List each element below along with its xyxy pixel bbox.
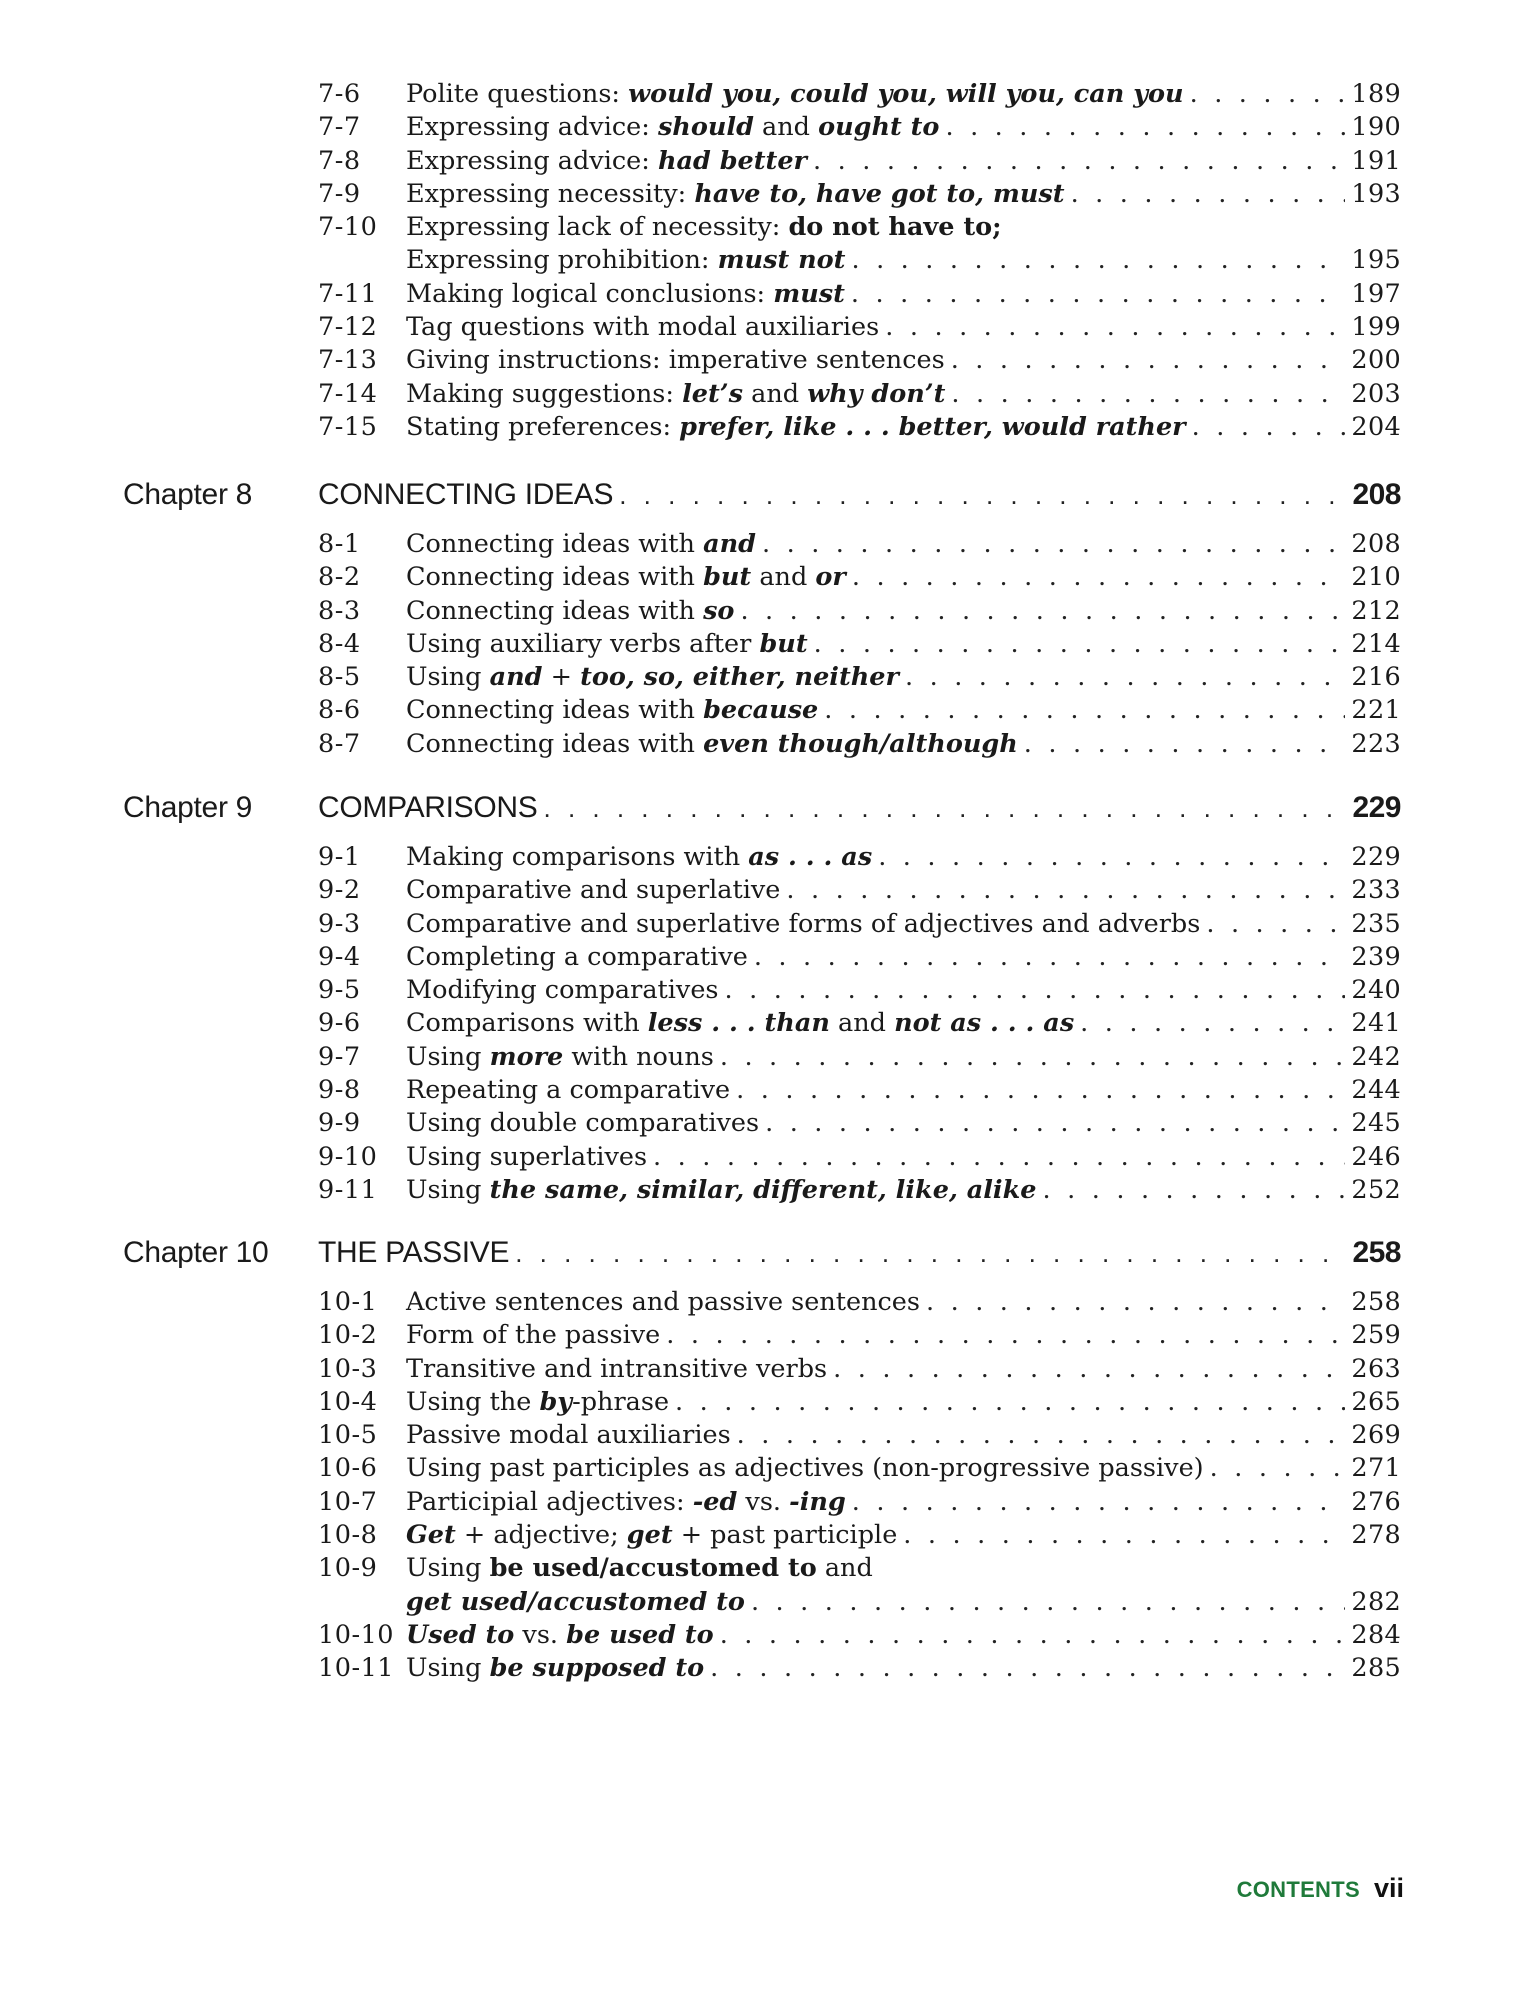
- entry-line: [406, 1519, 1401, 1552]
- entry-title: Participial adjectives: -ed vs. -ing: [406, 1486, 846, 1517]
- entry-title: Get + adjective; get + past participle: [406, 1520, 898, 1551]
- entry-page-number: 271: [1351, 1453, 1401, 1484]
- entry-number: 8-1: [318, 529, 361, 559]
- dot-leader: [1210, 1452, 1346, 1485]
- entry-title: Used to vs. be used to: [406, 1619, 714, 1650]
- entry-line: [406, 874, 1401, 907]
- emphasis-text: ought to: [818, 112, 940, 143]
- emphasis-text: get: [626, 1520, 673, 1551]
- dot-leader: [852, 1486, 1346, 1519]
- chapter-title-line: [318, 791, 1401, 825]
- entry-number: 7-13: [318, 345, 378, 376]
- toc-entry[interactable]: [0, 1286, 1516, 1319]
- entry-page-number: 252: [1351, 1174, 1401, 1205]
- dot-leader: [878, 841, 1345, 874]
- entry-line: [406, 561, 1401, 594]
- entry-page-number: 246: [1351, 1141, 1401, 1172]
- entry-line: [406, 1619, 1401, 1652]
- entry-line: [406, 1319, 1401, 1352]
- entry-number: 9-11: [318, 1174, 378, 1205]
- dot-leader: [903, 1519, 1345, 1552]
- toc-entry[interactable]: [0, 1452, 1516, 1485]
- toc-entry[interactable]: [0, 411, 1516, 444]
- emphasis-text: be supposed to: [489, 1653, 705, 1684]
- entry-line: [406, 1419, 1401, 1452]
- entry-page-number: 265: [1351, 1386, 1401, 1417]
- entry-number: 10-2: [318, 1320, 378, 1351]
- entry-title: Tag questions with modal auxiliaries: [406, 312, 880, 343]
- chapter-title: COMPARISONS: [318, 791, 538, 824]
- entry-page-number: 241: [1351, 1008, 1401, 1039]
- dot-leader: [833, 1353, 1345, 1386]
- toc-entry[interactable]: [0, 1552, 1516, 1619]
- emphasis-text: get used/accustomed to: [406, 1586, 745, 1617]
- emphasis-text: had better: [657, 145, 807, 176]
- toc-entry[interactable]: [0, 1386, 1516, 1419]
- dot-leader: [736, 1074, 1345, 1107]
- entry-page-number: 208: [1351, 529, 1401, 559]
- entry-number: 10-3: [318, 1353, 378, 1384]
- entry-page-number: 269: [1351, 1420, 1401, 1451]
- entry-page-number: 285: [1351, 1653, 1401, 1684]
- entry-title: Comparisons with less . . . than and not as . . . as: [406, 1008, 1075, 1039]
- entry-title: Making logical conclusions: must: [406, 278, 845, 309]
- entry-title: Making suggestions: let’s and why don’t: [406, 378, 946, 409]
- entry-line: [406, 411, 1401, 444]
- emphasis-text: and: [703, 529, 756, 559]
- toc-entry[interactable]: [0, 974, 1516, 1007]
- entry-number: 7-15: [318, 411, 378, 442]
- entry-line: [406, 1652, 1401, 1685]
- entry-page-number: 258: [1351, 1287, 1401, 1317]
- dot-leader: [851, 244, 1345, 277]
- dot-leader: [544, 793, 1347, 824]
- entry-title: Connecting ideas with and: [406, 529, 756, 559]
- emphasis-text: should: [657, 112, 754, 143]
- entry-title: Using and + too, so, either, neither: [406, 662, 899, 693]
- dot-leader: [653, 1141, 1345, 1174]
- entry-line: [406, 595, 1401, 628]
- toc-section: [0, 78, 1516, 444]
- toc-entry[interactable]: [0, 1141, 1516, 1174]
- entry-number: 10-5: [318, 1420, 378, 1451]
- toc-entry[interactable]: [0, 111, 1516, 144]
- entry-line: [406, 1074, 1401, 1107]
- dot-leader: [762, 528, 1345, 561]
- entry-number: 7-9: [318, 178, 361, 209]
- entry-page-number: 204: [1351, 411, 1401, 442]
- toc-entry[interactable]: [0, 1319, 1516, 1352]
- entry-title: Comparative and superlative: [406, 875, 781, 906]
- entry-number: 8-6: [318, 695, 361, 726]
- entry-page-number: 210: [1351, 562, 1401, 593]
- entry-number: 10-1: [318, 1287, 378, 1317]
- dot-leader: [813, 145, 1345, 178]
- emphasis-text: Used to: [406, 1619, 515, 1650]
- entry-number: 10-10: [318, 1619, 395, 1650]
- entry-page-number: 244: [1351, 1075, 1401, 1106]
- entry-page-number: 203: [1351, 378, 1401, 409]
- dot-leader: [765, 1107, 1345, 1140]
- toc-entry[interactable]: [0, 145, 1516, 178]
- dot-leader: [1206, 908, 1345, 941]
- entry-number: 7-11: [318, 278, 378, 309]
- dot-leader: [751, 1586, 1345, 1619]
- chapter-page-number: 258: [1352, 1236, 1401, 1269]
- entry-title: Using the by-phrase: [406, 1386, 670, 1417]
- entry-line: [406, 1007, 1401, 1040]
- dot-leader: [1190, 78, 1346, 111]
- toc-entry[interactable]: [0, 211, 1516, 278]
- entry-title: Expressing advice: should and ought to: [406, 112, 940, 143]
- chapter-title: CONNECTING IDEAS: [318, 478, 614, 511]
- emphasis-text: must not: [717, 245, 846, 276]
- emphasis-text: -ed: [692, 1486, 738, 1517]
- dot-leader: [951, 378, 1345, 411]
- entry-page-number: 240: [1351, 975, 1401, 1006]
- dot-leader: [710, 1652, 1345, 1685]
- chapter-title-line: [318, 478, 1401, 512]
- footer-page-number: vii: [1373, 1873, 1404, 1903]
- entry-number: 8-4: [318, 628, 361, 659]
- entry-page-number: 200: [1351, 345, 1401, 376]
- entry-title: Connecting ideas with because: [406, 695, 819, 726]
- entry-number: 7-12: [318, 312, 378, 343]
- toc-entry[interactable]: [0, 1619, 1516, 1652]
- toc-entry[interactable]: [0, 1107, 1516, 1140]
- emphasis-text: prefer, like . . . better, would rather: [679, 411, 1186, 442]
- emphasis-text: let’s: [682, 378, 744, 409]
- entry-line: [406, 1286, 1401, 1319]
- emphasis-text: more: [489, 1041, 564, 1072]
- entry-line: [406, 78, 1401, 111]
- entry-line: [406, 1107, 1401, 1140]
- emphasis-text: because: [703, 695, 819, 726]
- toc-section: [0, 470, 1516, 761]
- emphasis-text: why don’t: [807, 378, 946, 409]
- chapter-title: THE PASSIVE: [318, 1236, 510, 1269]
- entry-title: Completing a comparative: [406, 941, 748, 972]
- entry-title: Expressing prohibition: must not: [406, 245, 846, 276]
- entry-title: Giving instructions: imperative sentences: [406, 345, 945, 376]
- dot-leader: [740, 595, 1345, 628]
- entry-line: [406, 728, 1401, 761]
- emphasis-text: Get: [406, 1520, 456, 1551]
- entry-line: [406, 661, 1401, 694]
- entry-title: Stating preferences: prefer, like . . . better, would rather: [406, 411, 1186, 442]
- dot-leader: [945, 111, 1345, 144]
- entry-title: Using double comparatives: [406, 1108, 760, 1139]
- entry-page-number: 276: [1351, 1486, 1401, 1517]
- toc-entry[interactable]: [0, 1652, 1516, 1685]
- entry-page-number: 197: [1351, 278, 1401, 309]
- entry-line: [406, 178, 1401, 211]
- entry-page-number: 199: [1351, 312, 1401, 343]
- chapter-label: Chapter 10: [123, 1236, 269, 1269]
- toc-entry[interactable]: [0, 595, 1516, 628]
- chapter-page-number: 229: [1352, 791, 1401, 824]
- entry-line: [406, 908, 1401, 941]
- entry-title: Using the same, similar, different, like, alike: [406, 1174, 1037, 1205]
- toc-entry[interactable]: [0, 561, 1516, 594]
- toc-entry[interactable]: [0, 1486, 1516, 1519]
- emphasis-text: do not have to;: [788, 212, 1002, 243]
- entry-page-number: 221: [1351, 695, 1401, 726]
- entry-title: Using auxiliary verbs after but: [406, 628, 808, 659]
- entry-number: 10-11: [318, 1653, 395, 1684]
- entry-number: 10-9: [318, 1553, 378, 1584]
- emphasis-text: but: [703, 562, 752, 593]
- entry-number: 9-5: [318, 975, 361, 1006]
- toc-entry[interactable]: [0, 728, 1516, 761]
- entry-page-number: 245: [1351, 1108, 1401, 1139]
- emphasis-text: have to, have got to, must: [694, 178, 1065, 209]
- entry-line: [406, 1141, 1401, 1174]
- toc-entry[interactable]: [0, 378, 1516, 411]
- entry-line: [406, 1586, 1401, 1619]
- entry-title: Using be supposed to: [406, 1653, 705, 1684]
- entry-page-number: 214: [1351, 628, 1401, 659]
- entry-line: [406, 145, 1401, 178]
- dot-leader: [1043, 1174, 1346, 1207]
- entry-number: 8-3: [318, 595, 361, 626]
- entry-page-number: 282: [1351, 1586, 1401, 1617]
- toc-entry[interactable]: [0, 278, 1516, 311]
- entry-line: [406, 841, 1401, 874]
- chapter-label: Chapter 8: [123, 478, 253, 511]
- dot-leader: [824, 694, 1345, 727]
- entry-page-number: 284: [1351, 1619, 1401, 1650]
- entry-line: [406, 694, 1401, 727]
- entry-number: 10-8: [318, 1520, 378, 1551]
- entry-number: 7-7: [318, 112, 361, 143]
- emphasis-text: less . . . than: [647, 1008, 830, 1039]
- dot-leader: [1024, 728, 1346, 761]
- emphasis-text: as . . . as: [748, 842, 873, 872]
- entry-page-number: 263: [1351, 1353, 1401, 1384]
- emphasis-text: not as . . . as: [894, 1008, 1075, 1039]
- emphasis-text: must: [773, 278, 845, 309]
- entry-page-number: 193: [1351, 178, 1401, 209]
- emphasis-text: would you, could you, will you, can you: [628, 79, 1184, 109]
- entry-title: Comparative and superlative forms of adjectives and adverbs: [406, 908, 1201, 939]
- entry-number: 7-6: [318, 79, 361, 109]
- entry-number: 7-8: [318, 145, 361, 176]
- entry-page-number: 212: [1351, 595, 1401, 626]
- entry-page-number: 235: [1351, 908, 1401, 939]
- entry-title: Transitive and intransitive verbs: [406, 1353, 828, 1384]
- toc-entry[interactable]: [0, 178, 1516, 211]
- entry-number: 9-8: [318, 1075, 361, 1106]
- entry-page-number: 278: [1351, 1520, 1401, 1551]
- chapter-title-line: [318, 1236, 1401, 1270]
- entry-page-number: 239: [1351, 941, 1401, 972]
- dot-leader: [885, 311, 1345, 344]
- entry-title: Using more with nouns: [406, 1041, 714, 1072]
- entry-page-number: 191: [1351, 145, 1401, 176]
- emphasis-text: the same, similar, different, like, alike: [489, 1174, 1037, 1205]
- entry-page-number: 195: [1351, 245, 1401, 276]
- entry-page-number: 223: [1351, 728, 1401, 759]
- entry-line: [406, 528, 1401, 561]
- entry-number: 10-4: [318, 1386, 378, 1417]
- entry-page-number: 216: [1351, 662, 1401, 693]
- entry-number: 8-7: [318, 728, 361, 759]
- dot-leader: [725, 974, 1346, 1007]
- toc-entry[interactable]: [0, 661, 1516, 694]
- entry-number: 9-1: [318, 842, 361, 872]
- entry-title: Connecting ideas with but and or: [406, 562, 846, 593]
- dot-leader: [852, 561, 1346, 594]
- dot-leader: [754, 941, 1346, 974]
- entry-title-line1: Expressing lack of necessity: do not have to;: [406, 212, 1002, 243]
- toc-entry[interactable]: [0, 528, 1516, 561]
- entry-page-number: 259: [1351, 1320, 1401, 1351]
- entry-line: [406, 278, 1401, 311]
- footer-label: CONTENTS: [1236, 1877, 1360, 1902]
- emphasis-text: be used to: [566, 1619, 714, 1650]
- entry-number: 9-2: [318, 875, 361, 906]
- toc-entry[interactable]: [0, 694, 1516, 727]
- page-footer: [1237, 1873, 1404, 1904]
- entry-title: Passive modal auxiliaries: [406, 1420, 731, 1451]
- toc-entry[interactable]: [0, 311, 1516, 344]
- chapter-heading[interactable]: [0, 470, 1516, 520]
- entry-line: [406, 974, 1401, 1007]
- entry-title: Using superlatives: [406, 1141, 648, 1172]
- entry-number: 9-9: [318, 1108, 361, 1139]
- toc-entry[interactable]: [0, 908, 1516, 941]
- entry-number: 9-3: [318, 908, 361, 939]
- emphasis-text: too, so, either, neither: [580, 662, 899, 693]
- emphasis-text: but: [759, 628, 808, 659]
- entry-title: Form of the passive: [406, 1320, 661, 1351]
- entry-number: 9-4: [318, 941, 361, 972]
- entry-number: 7-14: [318, 378, 378, 409]
- dot-leader: [1192, 411, 1346, 444]
- dot-leader: [515, 1238, 1346, 1269]
- dot-leader: [720, 1619, 1346, 1652]
- toc-entry[interactable]: [0, 1074, 1516, 1107]
- entry-line: [406, 941, 1401, 974]
- entry-title: Expressing necessity: have to, have got to, must: [406, 178, 1065, 209]
- toc-entry[interactable]: [0, 941, 1516, 974]
- toc-entry[interactable]: [0, 1519, 1516, 1552]
- entry-title: Expressing advice: had better: [406, 145, 807, 176]
- emphasis-text: -ing: [789, 1486, 846, 1517]
- entry-number: 8-5: [318, 662, 361, 693]
- toc-entry[interactable]: [0, 1041, 1516, 1074]
- entry-line: [406, 244, 1401, 277]
- entry-number: 9-10: [318, 1141, 378, 1172]
- toc-entry[interactable]: [0, 1007, 1516, 1040]
- chapter-heading[interactable]: [0, 1228, 1516, 1278]
- entry-line: [406, 628, 1401, 661]
- toc-entry[interactable]: [0, 841, 1516, 874]
- entry-title: [406, 1586, 745, 1619]
- dot-leader: [851, 278, 1346, 311]
- entry-title: Using past participles as adjectives (non-progressive passive): [406, 1453, 1204, 1484]
- entry-line: [406, 378, 1401, 411]
- toc-section: [0, 1228, 1516, 1686]
- chapter-label: Chapter 9: [123, 791, 253, 824]
- entry-line: [406, 1353, 1401, 1386]
- entry-number: 9-6: [318, 1008, 361, 1039]
- dot-leader: [666, 1319, 1345, 1352]
- entry-number: 8-2: [318, 562, 361, 593]
- entry-line: [406, 1452, 1401, 1485]
- entry-line: [406, 1486, 1401, 1519]
- toc-entry[interactable]: [0, 874, 1516, 907]
- entry-number: 10-7: [318, 1486, 378, 1517]
- entry-page-number: 229: [1351, 842, 1401, 872]
- emphasis-text: by: [539, 1386, 573, 1417]
- entry-number: 9-7: [318, 1041, 361, 1072]
- toc-entry[interactable]: [0, 1419, 1516, 1452]
- chapter-page-number: 208: [1352, 478, 1401, 511]
- dot-leader: [619, 480, 1346, 511]
- dot-leader: [675, 1386, 1345, 1419]
- entry-title: Polite questions: would you, could you, will you, can you: [406, 79, 1184, 109]
- dot-leader: [720, 1041, 1346, 1074]
- entry-number: 7-10: [318, 212, 378, 243]
- toc-entry[interactable]: [0, 628, 1516, 661]
- entry-page-number: 242: [1351, 1041, 1401, 1072]
- entry-line: [406, 311, 1401, 344]
- entry-line: [406, 1041, 1401, 1074]
- dot-leader: [1080, 1007, 1345, 1040]
- entry-title: Repeating a comparative: [406, 1075, 731, 1106]
- entry-title: Connecting ideas with so: [406, 595, 735, 626]
- dot-leader: [737, 1419, 1346, 1452]
- dot-leader: [1071, 178, 1346, 211]
- emphasis-text: or: [815, 562, 846, 593]
- emphasis-text: and: [489, 662, 543, 693]
- toc-entry[interactable]: [0, 344, 1516, 377]
- toc-entry[interactable]: [0, 1353, 1516, 1386]
- toc-entry[interactable]: [0, 78, 1516, 111]
- entry-title: Making comparisons with as . . . as: [406, 842, 873, 872]
- emphasis-text: so: [703, 595, 735, 626]
- entry-title: Active sentences and passive sentences: [406, 1287, 920, 1317]
- dot-leader: [814, 628, 1346, 661]
- entry-title: Modifying comparatives: [406, 975, 719, 1006]
- dot-leader: [905, 661, 1345, 694]
- dot-leader: [951, 344, 1346, 377]
- chapter-heading[interactable]: [0, 783, 1516, 833]
- entry-title: Connecting ideas with even though/although: [406, 728, 1018, 759]
- emphasis-text: even though/although: [703, 728, 1018, 759]
- entry-number: 10-6: [318, 1453, 378, 1484]
- entry-line: [406, 344, 1401, 377]
- entry-line: [406, 1386, 1401, 1419]
- entry-line: [406, 111, 1401, 144]
- dot-leader: [786, 874, 1345, 907]
- toc-entry[interactable]: [0, 1174, 1516, 1207]
- entry-line: [406, 1174, 1401, 1207]
- entry-page-number: 233: [1351, 875, 1401, 906]
- toc-section: [0, 783, 1516, 1207]
- dot-leader: [926, 1286, 1345, 1319]
- entry-page-number: 189: [1351, 79, 1401, 109]
- emphasis-text: be used/accustomed to: [489, 1553, 817, 1584]
- entry-page-number: 190: [1351, 112, 1401, 143]
- entry-title-line1: Using be used/accustomed to and: [406, 1553, 873, 1584]
